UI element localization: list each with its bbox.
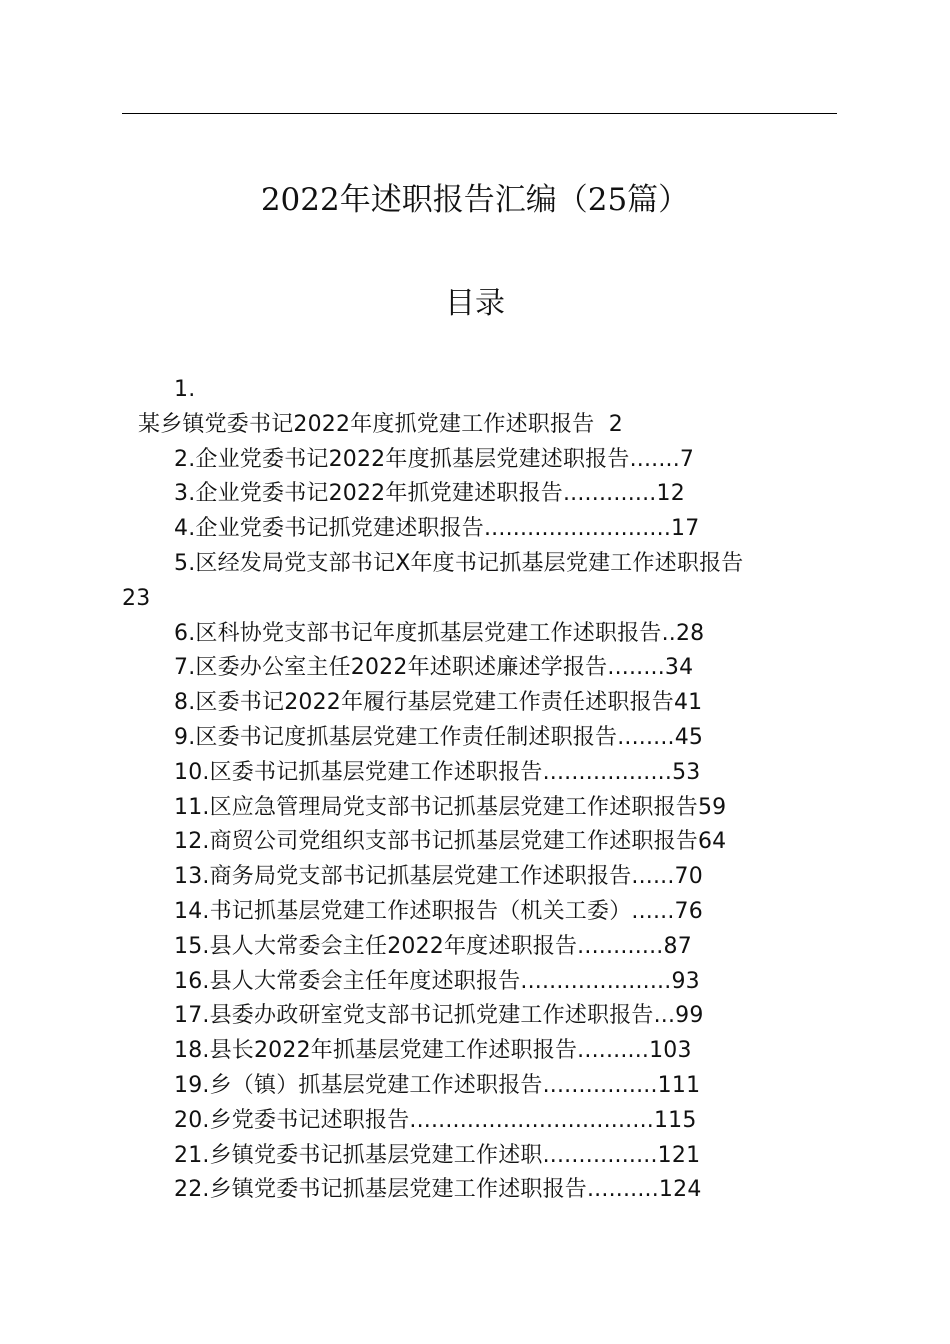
toc-entry[interactable]: 12.商贸公司党组织支部书记抓基层党建工作述职报告64 <box>174 829 727 855</box>
toc-heading: 目录 <box>445 286 505 321</box>
toc-entry[interactable]: 10.区委书记抓基层党建工作述职报告..................53 <box>174 759 701 785</box>
toc-entry[interactable]: 15.县人大常委会主任2022年度述职报告............87 <box>174 933 692 959</box>
toc-entry[interactable]: 8.区委书记2022年履行基层党建工作责任述职报告41 <box>174 690 703 716</box>
toc-entry[interactable]: 22.乡镇党委书记抓基层党建工作述职报告..........124 <box>174 1177 702 1203</box>
toc-entry-1-page: 2 <box>608 411 623 437</box>
toc-entry[interactable]: 3.企业党委书记2022年抓党建述职报告.............12 <box>174 481 685 507</box>
toc-entry[interactable]: 19.乡（镇）抓基层党建工作述职报告................111 <box>174 1072 701 1098</box>
toc-entry[interactable]: 13.商务局党支部书记抓基层党建工作述职报告......70 <box>174 864 703 890</box>
header-rule <box>122 113 837 114</box>
toc-entry-1-text: 某乡镇党委书记2022年度抓党建工作述职报告 <box>138 411 595 437</box>
toc-entry[interactable]: 7.区委办公室主任2022年述职述廉述学报告........34 <box>174 655 694 681</box>
table-of-contents <box>122 373 832 1208</box>
title-year: 2022 <box>260 182 340 218</box>
title-text: 年述职报告汇编（ <box>339 182 588 218</box>
toc-entry[interactable]: 21.乡镇党委书记抓基层党建工作述职................121 <box>174 1142 701 1168</box>
toc-entry[interactable]: 6.区科协党支部书记年度抓基层党建工作述职报告..28 <box>174 620 705 646</box>
title-count: 25 <box>587 182 628 218</box>
toc-entry[interactable]: 11.区应急管理局党支部书记抓基层党建工作述职报告59 <box>174 794 727 820</box>
toc-entry-1[interactable] <box>122 408 832 443</box>
document-title <box>0 178 950 222</box>
toc-entry[interactable]: 16.县人大常委会主任年度述职报告.....................93 <box>174 968 700 994</box>
toc-entry[interactable]: 2.企业党委书记2022年度抓基层党建述职报告.......7 <box>174 446 695 472</box>
toc-entry-5-page[interactable]: 23 <box>122 585 151 611</box>
toc-entry[interactable]: 17.县委办政研室党支部书记抓党建工作述职报告...99 <box>174 1003 704 1029</box>
title-end: 篇） <box>627 182 690 218</box>
toc-entry[interactable]: 9.区委书记度抓基层党建工作责任制述职报告........45 <box>174 724 704 750</box>
toc-entry[interactable]: 14.书记抓基层党建工作述职报告（机关工委）......76 <box>174 898 703 924</box>
toc-entry[interactable]: 20.乡党委书记述职报告..................................115 <box>174 1107 697 1133</box>
toc-entry-1-number[interactable]: 1. <box>174 377 196 402</box>
toc-entry-5-text[interactable]: 5.区经发局党支部书记X年度书记抓基层党建工作述职报告 <box>174 550 744 576</box>
toc-entry[interactable]: 4.企业党委书记抓党建述职报告..........................17 <box>174 516 700 542</box>
toc-entry[interactable]: 18.县长2022年抓基层党建工作述职报告..........103 <box>174 1038 692 1064</box>
